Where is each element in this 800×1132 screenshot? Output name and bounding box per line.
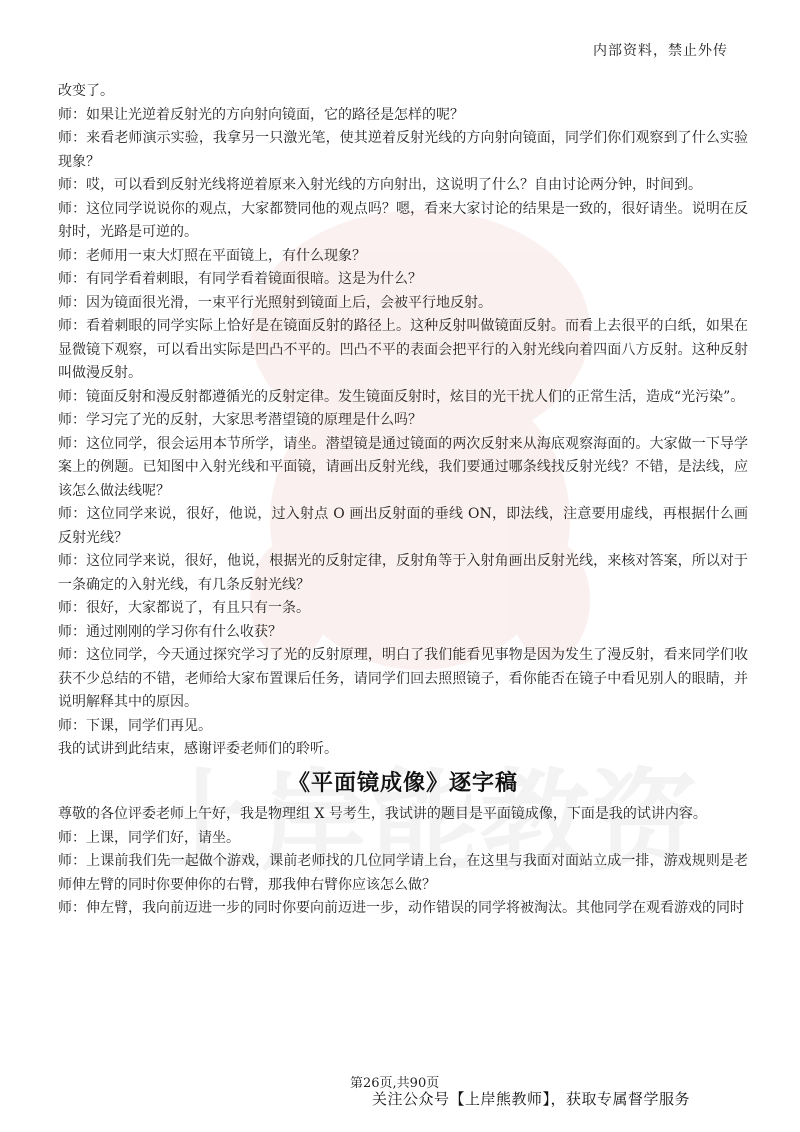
paragraph: 师：哎，可以看到反射光线将逆着原来入射光线的方向射出，这说明了什么？自由讨论两分钟，时间到。: [58, 177, 702, 193]
paragraph: 师：这位同学，很会运用本节所学，请坐。潜望镜是通过镜面的两次反射来从海底观察海面的。大家做一下导学案上的例题。已知图中入射光线和平面镜，请画出反射光线，我们要通过哪条线找反射光线？不错，是法线，应该怎么做法线呢？: [58, 435, 748, 499]
paragraph: 师：来看老师演示实验，我拿另一只激光笔，使其逆着反射光线的方向射向镜面，同学们你们观察到了什么实验现象？: [58, 130, 748, 170]
paragraph: 师：看着刺眼的同学实际上恰好是在镜面反射的路径上。这种反射叫做镜面反射。而看上去很平的白纸，如果在显微镜下观察，可以看出实际是凹凸不平的。凹凸不平的表面会把平行的入射光线向着四面八方反射。这种反射叫做漫反射。: [58, 318, 748, 381]
paragraph: 尊敬的各位评委老师上午好，我是物理组 X 号考生，我试讲的题目是平面镜成像，下面是我的试讲内容。: [58, 806, 707, 822]
paragraph: 师：这位同学来说，很好，他说，根据光的反射定律，反射角等于入射角画出反射光线，来核对答案，所以对于一条确定的入射光线，有几条反射光线？: [58, 553, 748, 593]
paragraph: 师：镜面反射和漫反射都遵循光的反射定律。发生镜面反射时，炫目的光干扰人们的正常生活，造成“光污染”。: [58, 388, 745, 405]
paragraph: 师：通过刚刚的学习你有什么收获？: [58, 623, 282, 640]
page-number: 第26页,共90页: [350, 1076, 440, 1091]
paragraph: 师：老师用一束大灯照在平面镜上，有什么现象？: [58, 247, 366, 264]
paragraph: 我的试讲到此结束，感谢评委老师们的聆听。: [58, 741, 338, 757]
paragraph: 师：下课，同学们再见。: [58, 717, 212, 734]
footer-promo: 关注公众号【上岸熊教师】，获取专属督学服务: [372, 1090, 691, 1108]
paragraph: 师：很好，大家都说了，有且只有一条。: [58, 600, 310, 616]
paragraph: 师：这位同学来说，很好，他说，过入射点 O 画出反射面的垂线 ON，即法线，注意要用虚线，再根据什么画反射光线？: [58, 506, 748, 546]
confidential-notice: 内部资料，禁止外传: [593, 43, 728, 59]
section-title: 《平面镜成像》逐字稿: [287, 770, 518, 796]
paragraph: 师：这位同学说说你的观点，大家都赞同他的观点吗？嗯，看来大家讨论的结果是一致的，很好请坐。说明在反射时，光路是可逆的。: [58, 200, 748, 240]
mirror-lecture-section: [58, 803, 748, 921]
paragraph: 改变了。: [58, 83, 114, 99]
paragraph: 师：因为镜面很光滑，一束平行光照射到镜面上后，会被平行地反射。: [58, 294, 492, 311]
paragraph: 师：伸左臂，我向前迈进一步的同时你要向前迈进一步，动作错误的同学将被淘汰。其他同学在观看游戏的同时: [58, 900, 744, 916]
paragraph: 师：这位同学，今天通过探究学习了光的反射原理，明白了我们能看见事物是因为发生了漫反射，看来同学们收获不少总结的不错，老师给大家布置课后任务，请同学们回去照照镜子，看你能否在镜子中看见别人的眼睛，并说明解释其中的原因。: [58, 647, 748, 710]
paragraph: 师：上课，同学们好，请坐。: [58, 829, 240, 846]
lecture-transcript-section: [58, 80, 748, 762]
document-body: [58, 80, 748, 921]
paragraph: 师：上课前我们先一起做个游戏，课前老师找的几位同学请上台，在这里与我面对面站立成一排，游戏规则是老师伸左臂的同时你要伸你的右臂，那我伸右臂你应该怎么做？: [58, 853, 748, 893]
paragraph: 师：如果让光逆着反射光的方向射向镜面，它的路径是怎样的呢？: [58, 106, 464, 123]
paragraph: 师：学习完了光的反射，大家思考潜望镜的原理是什么吗？: [58, 412, 422, 428]
paragraph: 师：有同学看着刺眼，有同学看着镜面很暗。这是为什么？: [58, 271, 422, 287]
